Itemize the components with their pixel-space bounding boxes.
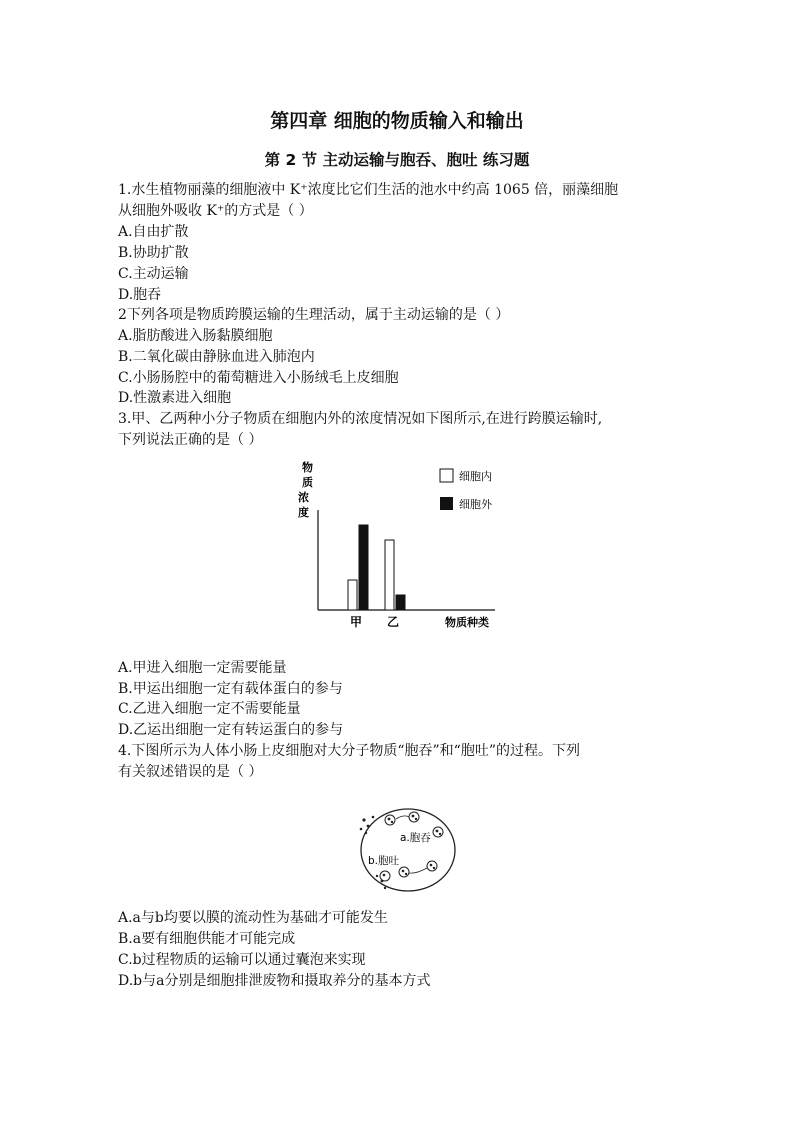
endocytosis-exocytosis-diagram xyxy=(352,802,462,898)
q4-stem-line1: 4.下图所示为人体小肠上皮细胞对大分子物质“胞吞”和“胞吐”的过程。下列 xyxy=(118,743,580,759)
q3-stem-line1: 3.甲、乙两种小分子物质在细胞内外的浓度情况如下图所示,在进行跨膜运输时, xyxy=(118,411,603,427)
x-tick-label: 甲 xyxy=(349,615,363,629)
q1-option-c: C.主动运输 xyxy=(118,266,189,282)
q1-option-d: D.胞吞 xyxy=(118,287,162,303)
y-axis-label xyxy=(298,460,313,519)
label-exocytosis: b.胞吐 xyxy=(368,855,400,867)
bar-outside-1 xyxy=(359,525,368,610)
y-label-char: 质 xyxy=(302,476,313,489)
y-label-char: 度 xyxy=(298,506,309,519)
x-axis-label: 物质种类 xyxy=(445,616,489,629)
y-label-char: 浓 xyxy=(298,491,309,504)
q3-stem-line2: 下列说法正确的是（ ） xyxy=(118,432,263,448)
chapter-title: 第四章 细胞的物质输入和输出 xyxy=(270,110,524,132)
legend-swatch-outside xyxy=(440,497,453,510)
q4-option-c: C.b过程物质的运输可以通过囊泡来实现 xyxy=(118,952,366,968)
bar-outside-2 xyxy=(396,595,405,610)
legend xyxy=(440,469,493,511)
legend-label-inside: 细胞内 xyxy=(459,470,492,483)
legend-label-outside: 细胞外 xyxy=(459,498,492,511)
q3-option-c: C.乙进入细胞一定不需要能量 xyxy=(118,701,301,717)
bar-inside-2 xyxy=(385,540,394,610)
bar-inside-1 xyxy=(348,580,357,610)
q3-option-d: D.乙运出细胞一定有转运蛋白的参与 xyxy=(118,722,344,738)
q2-option-a: A.脂肪酸进入肠黏膜细胞 xyxy=(118,328,273,344)
q2-option-c: C.小肠肠腔中的葡萄糖进入小肠绒毛上皮细胞 xyxy=(118,370,399,386)
y-label-char: 物 xyxy=(302,461,313,474)
label-endocytosis: a.胞吞 xyxy=(400,832,431,844)
q2-stem: 2下列各项是物质跨膜运输的生理活动，属于主动运输的是（ ） xyxy=(118,307,510,323)
q1-stem-line1: 1.水生植物丽藻的细胞液中 K⁺浓度比它们生活的池水中约高 1065 倍，丽藻细胞 xyxy=(118,182,619,198)
q4-option-a: A.a与b均要以膜的流动性为基础才可能发生 xyxy=(118,910,388,926)
q4-option-d: D.b与a分别是细胞排泄废物和摄取养分的基本方式 xyxy=(118,973,431,989)
cell-membrane xyxy=(361,809,455,891)
q2-option-b: B.二氧化碳由静脉血进入肺泡内 xyxy=(118,349,315,365)
legend-swatch-inside xyxy=(440,469,453,482)
q2-option-d: D.性激素进入细胞 xyxy=(118,390,232,406)
q3-option-b: B.甲运出细胞一定有载体蛋白的参与 xyxy=(118,681,343,697)
section-subtitle: 第 2 节 主动运输与胞吞、胞吐 练习题 xyxy=(264,151,530,169)
concentration-bar-chart xyxy=(290,455,510,635)
x-tick-label: 乙 xyxy=(386,615,400,629)
q1-stem-line2: 从细胞外吸收 K⁺的方式是（ ） xyxy=(118,203,313,219)
q1-option-a: A.自由扩散 xyxy=(118,224,189,240)
q4-option-b: B.a要有细胞供能才可能完成 xyxy=(118,931,296,947)
q1-option-b: B.协助扩散 xyxy=(118,245,189,261)
q4-stem-line2: 有关叙述错误的是（ ） xyxy=(118,764,263,780)
q3-option-a: A.甲进入细胞一定需要能量 xyxy=(118,660,287,676)
